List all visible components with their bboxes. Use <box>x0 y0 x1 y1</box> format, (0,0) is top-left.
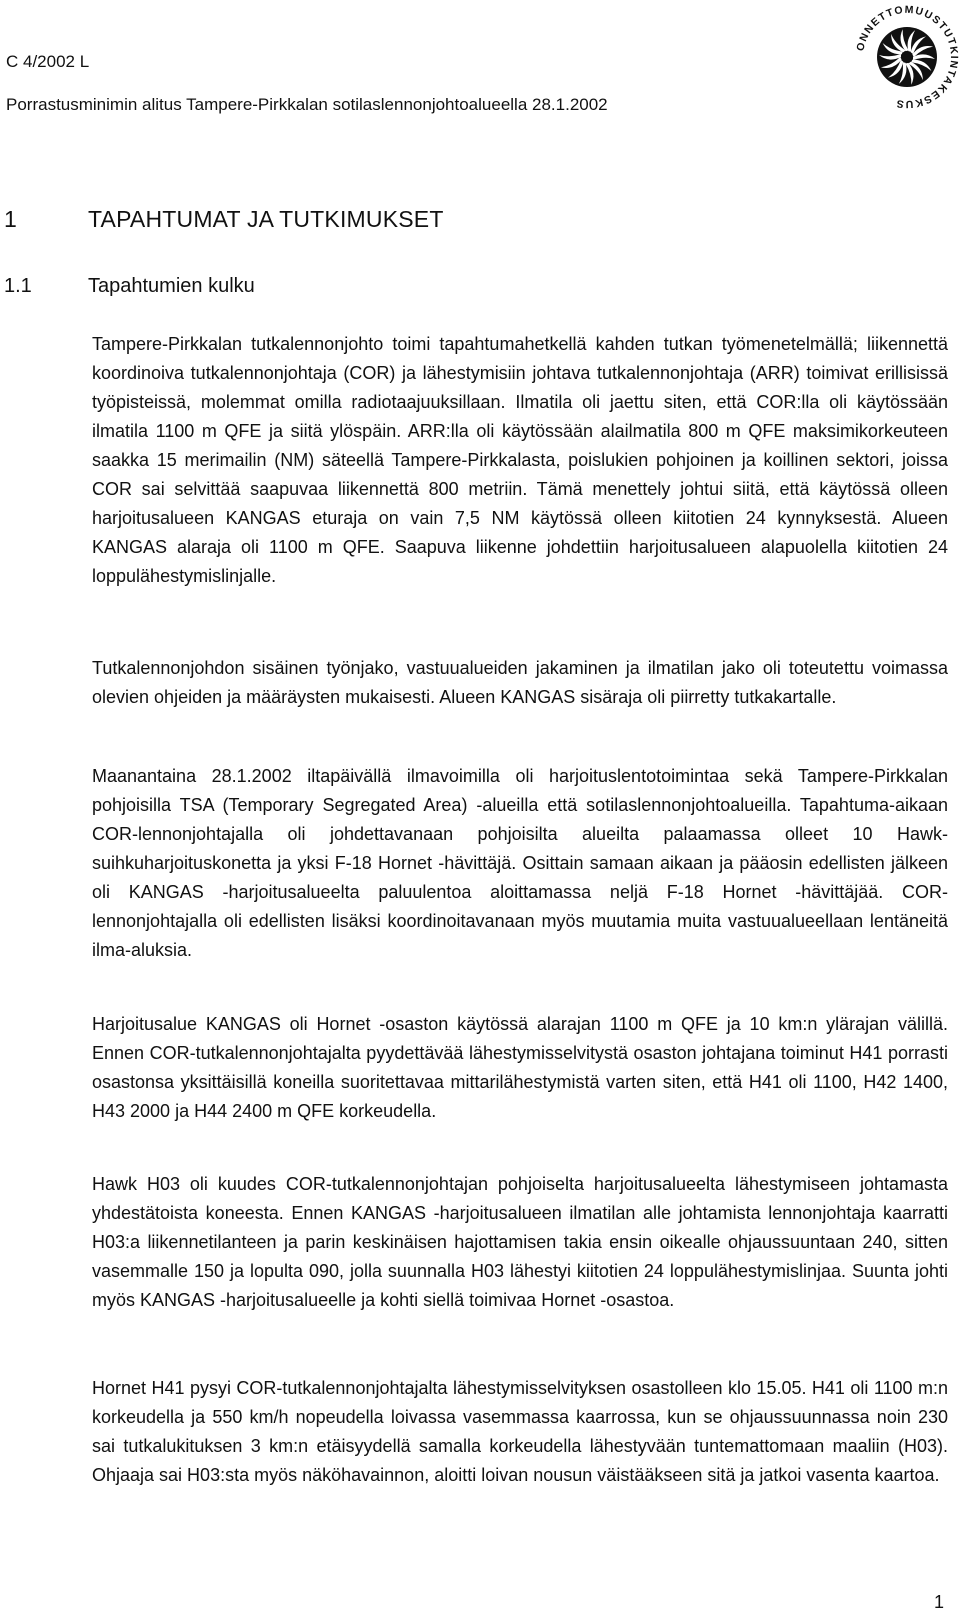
paragraph-2: Tutkalennonjohdon sisäinen työnjako, vastuualueiden jakaminen ja ilmatilan jako oli toteutettu voimassa olevien ohjeiden ja määräysten mukaisesti. Alueen KANGAS sisäraja oli piirretty tutkakartalle. <box>92 658 948 707</box>
document-code: C 4/2002 L <box>6 52 90 71</box>
seal-swirl <box>877 27 937 87</box>
section-number: 1 <box>4 206 17 232</box>
paragraph-1: Tampere-Pirkkalan tutkalennonjohto toimi tapahtumahetkellä kahden tutkan työmenetelmällä; liikennettä koordinoiva tutkalennonjohtaja (COR) ja lähestymisiin johtava tutkalennonjohtaja (ARR) toimivat erillisissä työpisteissä, molemmat omilla radiotaajuuksillaan. Ilmatila oli jaettu siten, että COR:lla oli käytössään ilmatila 1100 m QFE ja siitä ylöspäin. ARR:lla oli käytössään alailmatila 800 m QFE maksimikorkeuteen saakka 15 merimailin (NM) säteellä Tampere-Pirkkalasta, poislukien pohjoinen ja koillinen sektori, joissa COR sai selvittää saapuvaa liikennettä 800 metriin. Tämä menettely johtui siitä, että käytössä olleen harjoitusalueen KANGAS eturaja on vain 7,5 NM käytössä olleen kiitotien 24 kynnyksestä. Alueen KANGAS alaraja oli 1100 m QFE. Saapuva liikenne johdettiin harjoitusalueen alapuolella kiitotien 24 loppulähestymislinjalle. <box>92 334 948 586</box>
seal-lettering: ONNETTOMUUSTUTKINTAKESKUS <box>854 3 960 111</box>
subsection-heading <box>4 275 255 298</box>
paragraph-3: Maanantaina 28.1.2002 iltapäivällä ilmavoimilla oli harjoituslentotoimintaa sekä Tampere-Pirkkalan pohjoisilla TSA (Temporary Segregated Area) -alueilla että sotilaslennonjohtoalueilla. Tapahtuma-aikaan COR-lennonjohtajalla oli johdettavanaan pohjoisilta alueilta palaamassa olleet 10 Hawk-suihkuharjoituskonetta ja yksi F-18 Hornet -hävittäjä. Osittain samaan aikaan ja pääosin edellisten jälkeen oli KANGAS -harjoitusalueelta paluulentoa aloittamassa neljä F-18 Hornet -hävittäjää. COR-lennonjohtajalla oli edellisten lisäksi koordinoitavanaan myös muutamia muita vastuualueellaan lentäneitä ilma-aluksia. <box>92 766 948 960</box>
document-running-title: Porrastusminimin alitus Tampere-Pirkkalan sotilaslennonjohtoalueella 28.1.2002 <box>6 95 608 114</box>
paragraph-6: Hornet H41 pysyi COR-tutkalennonjohtajalta lähestymisselvityksen osastolleen klo 15.05. H41 oli 1100 m:n korkeudella ja 550 km/h nopeudella loivassa vasemmassa kaarrossa, kun se ohjaussuunnassa noin 230 sai tutkalukituksen 3 km:n etäisyydellä samalla korkeudella lähestyvään tuntemattomaan maaliin (H03). Ohjaaja sai H03:sta myös näköhavainnon, aloitti loivan nousun väistääkseen sitä ja jatkoi vasenta kaartoa. <box>92 1378 948 1485</box>
subsection-title: Tapahtumien kulku <box>88 275 255 297</box>
section-title: TAPAHTUMAT JA TUTKIMUKSET <box>88 206 444 232</box>
page-number: 1 <box>934 1592 945 1612</box>
subsection-number: 1.1 <box>4 275 32 297</box>
accident-investigation-board-seal-icon <box>852 2 960 112</box>
paragraph-5: Hawk H03 oli kuudes COR-tutkalennonjohtajan pohjoiselta harjoitusalueelta lähestymiseen johtamasta yhdestätoista koneesta. Ennen KANGAS -harjoitusalueen ilmatilan alle johtamista lennonjohtaja kaarratti H03:a liikennetilanteen ja parin keskinäisen hajottamisen takia ensin oikealle ohjaussuuntaan 240, sitten vasemmalle 150 ja lopulta 090, jolla suunnalla H03 lähestyi kiitotien 24 loppulähestymislinjaa. Suunta johti myös KANGAS -harjoitusalueelle ja kohti siellä toimivaa Hornet -osastoa. <box>92 1174 948 1310</box>
paragraph-4: Harjoitusalue KANGAS oli Hornet -osaston käytössä alarajan 1100 m QFE ja 10 km:n ylärajan välillä. Ennen COR-tutkalennonjohtajalta pyydettävää lähestymisselvitystä osaston johtajana toiminut H41 porrasti osastonsa yksittäisillä koneilla suoritettavaa mittarilähestymistä varten siten, että H41 oli 1100, H42 1400, H43 2000 ja H44 2400 m QFE korkeudella. <box>92 1014 948 1121</box>
section-heading <box>4 206 444 233</box>
